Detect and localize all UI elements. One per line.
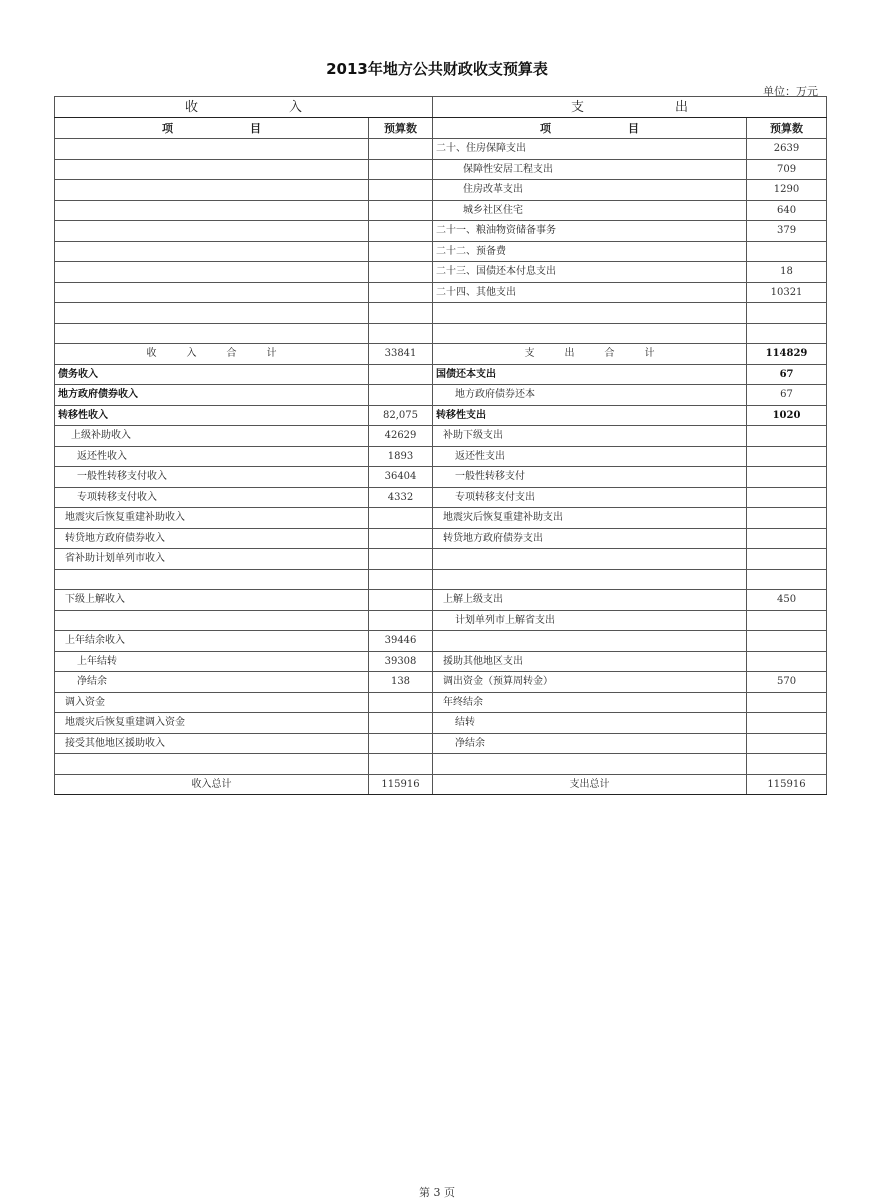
income-budget-cell bbox=[369, 590, 433, 611]
expense-budget-cell bbox=[747, 754, 827, 775]
income-budget-cell bbox=[369, 610, 433, 631]
table-row bbox=[55, 610, 827, 631]
income-budget-cell bbox=[369, 200, 433, 221]
expense-item-header: 项 目 bbox=[433, 118, 747, 139]
table-row bbox=[55, 528, 827, 549]
income-item-cell: 地方政府债券收入 bbox=[55, 385, 369, 406]
income-budget-cell bbox=[369, 282, 433, 303]
expense-item-cell: 二十、住房保障支出 bbox=[433, 139, 747, 160]
income-item-cell: 转贷地方政府债券收入 bbox=[55, 528, 369, 549]
table-row bbox=[55, 200, 827, 221]
expense-budget-cell: 67 bbox=[747, 364, 827, 385]
income-item-cell: 下级上解收入 bbox=[55, 590, 369, 611]
income-item-cell: 净结余 bbox=[55, 672, 369, 693]
table-row bbox=[55, 446, 827, 467]
expense-budget-cell bbox=[747, 426, 827, 447]
table-row bbox=[55, 672, 827, 693]
income-budget-cell bbox=[369, 364, 433, 385]
expense-item-cell: 转贷地方政府债券支出 bbox=[433, 528, 747, 549]
expense-budget-header: 预算数 bbox=[747, 118, 827, 139]
expense-item-cell: 补助下级支出 bbox=[433, 426, 747, 447]
income-item-cell: 专项转移支付收入 bbox=[55, 487, 369, 508]
expense-item-cell: 二十四、其他支出 bbox=[433, 282, 747, 303]
page-number: 第 3 页 bbox=[419, 1186, 455, 1199]
header-row-sections bbox=[55, 97, 827, 118]
header-row-columns bbox=[55, 118, 827, 139]
table-row bbox=[55, 426, 827, 447]
table-row bbox=[55, 344, 827, 365]
income-item-cell bbox=[55, 241, 369, 262]
income-item-cell: 调入资金 bbox=[55, 692, 369, 713]
budget-table bbox=[54, 96, 827, 795]
expense-item-cell bbox=[433, 303, 747, 324]
expense-budget-cell: 67 bbox=[747, 385, 827, 406]
table-row bbox=[55, 733, 827, 754]
table-row bbox=[55, 631, 827, 652]
table-row bbox=[55, 590, 827, 611]
income-item-cell bbox=[55, 200, 369, 221]
income-budget-cell: 115916 bbox=[369, 774, 433, 794]
table-row bbox=[55, 405, 827, 426]
expense-budget-cell bbox=[747, 651, 827, 672]
income-budget-cell bbox=[369, 221, 433, 242]
income-item-cell: 转移性收入 bbox=[55, 405, 369, 426]
income-budget-cell: 42629 bbox=[369, 426, 433, 447]
expense-budget-cell bbox=[747, 569, 827, 590]
table-row bbox=[55, 385, 827, 406]
expense-item-cell: 城乡社区住宅 bbox=[433, 200, 747, 221]
income-item-cell bbox=[55, 569, 369, 590]
page-title: 2013年地方公共财政收支预算表 bbox=[326, 60, 548, 78]
expense-budget-cell bbox=[747, 303, 827, 324]
table-row bbox=[55, 569, 827, 590]
table-row bbox=[55, 651, 827, 672]
expense-item-cell: 支出总计 bbox=[433, 774, 747, 794]
expense-item-cell bbox=[433, 754, 747, 775]
table-row bbox=[55, 159, 827, 180]
income-item-cell: 债务收入 bbox=[55, 364, 369, 385]
expense-item-cell bbox=[433, 549, 747, 570]
income-budget-cell: 39446 bbox=[369, 631, 433, 652]
income-item-cell: 接受其他地区援助收入 bbox=[55, 733, 369, 754]
income-budget-cell bbox=[369, 508, 433, 529]
expense-item-cell: 二十三、国债还本付息支出 bbox=[433, 262, 747, 283]
income-budget-cell: 1893 bbox=[369, 446, 433, 467]
income-item-cell bbox=[55, 139, 369, 160]
expense-budget-cell bbox=[747, 713, 827, 734]
expense-budget-cell: 115916 bbox=[747, 774, 827, 794]
income-budget-cell: 39308 bbox=[369, 651, 433, 672]
income-budget-cell: 4332 bbox=[369, 487, 433, 508]
income-budget-cell: 33841 bbox=[369, 344, 433, 365]
income-budget-cell bbox=[369, 692, 433, 713]
table-row bbox=[55, 774, 827, 794]
income-item-cell: 地震灾后恢复重建补助收入 bbox=[55, 508, 369, 529]
expense-item-cell: 净结余 bbox=[433, 733, 747, 754]
table-row bbox=[55, 241, 827, 262]
income-budget-cell bbox=[369, 241, 433, 262]
expense-item-cell: 返还性支出 bbox=[433, 446, 747, 467]
expense-item-cell: 一般性转移支付 bbox=[433, 467, 747, 488]
income-section-header: 收 入 bbox=[55, 97, 433, 118]
income-budget-cell bbox=[369, 323, 433, 344]
income-item-header: 项 目 bbox=[55, 118, 369, 139]
expense-budget-cell bbox=[747, 446, 827, 467]
expense-item-cell: 结转 bbox=[433, 713, 747, 734]
income-item-cell bbox=[55, 282, 369, 303]
expense-item-cell: 国债还本支出 bbox=[433, 364, 747, 385]
expense-item-cell bbox=[433, 323, 747, 344]
table-row bbox=[55, 139, 827, 160]
expense-item-cell: 地震灾后恢复重建补助支出 bbox=[433, 508, 747, 529]
income-item-cell: 收入总计 bbox=[55, 774, 369, 794]
expense-item-cell: 计划单列市上解省支出 bbox=[433, 610, 747, 631]
expense-budget-cell: 570 bbox=[747, 672, 827, 693]
table-row bbox=[55, 467, 827, 488]
unit-label: 单位：万元 bbox=[763, 85, 818, 98]
expense-item-cell: 专项转移支付支出 bbox=[433, 487, 747, 508]
income-item-cell: 上年结余收入 bbox=[55, 631, 369, 652]
expense-budget-cell: 114829 bbox=[747, 344, 827, 365]
expense-item-cell: 上解上级支出 bbox=[433, 590, 747, 611]
table-row bbox=[55, 303, 827, 324]
income-item-cell: 上级补助收入 bbox=[55, 426, 369, 447]
expense-item-cell bbox=[433, 631, 747, 652]
table-row bbox=[55, 323, 827, 344]
income-budget-cell bbox=[369, 713, 433, 734]
expense-item-cell: 二十二、预备费 bbox=[433, 241, 747, 262]
income-budget-cell: 82,075 bbox=[369, 405, 433, 426]
expense-item-cell: 年终结余 bbox=[433, 692, 747, 713]
income-budget-cell bbox=[369, 733, 433, 754]
income-budget-cell bbox=[369, 754, 433, 775]
expense-budget-cell bbox=[747, 508, 827, 529]
income-item-cell: 上年结转 bbox=[55, 651, 369, 672]
table-row bbox=[55, 221, 827, 242]
income-item-cell bbox=[55, 610, 369, 631]
income-budget-cell bbox=[369, 303, 433, 324]
expense-item-cell bbox=[433, 569, 747, 590]
income-budget-cell bbox=[369, 139, 433, 160]
income-item-cell bbox=[55, 262, 369, 283]
income-item-cell bbox=[55, 754, 369, 775]
table-row bbox=[55, 364, 827, 385]
expense-budget-cell bbox=[747, 692, 827, 713]
table-row bbox=[55, 508, 827, 529]
table-row bbox=[55, 262, 827, 283]
expense-item-cell: 地方政府债券还本 bbox=[433, 385, 747, 406]
table-row bbox=[55, 487, 827, 508]
expense-budget-cell bbox=[747, 487, 827, 508]
expense-budget-cell bbox=[747, 467, 827, 488]
income-budget-cell bbox=[369, 180, 433, 201]
income-budget-cell bbox=[369, 262, 433, 283]
income-item-cell bbox=[55, 180, 369, 201]
expense-budget-cell: 18 bbox=[747, 262, 827, 283]
expense-budget-cell: 450 bbox=[747, 590, 827, 611]
expense-item-cell: 援助其他地区支出 bbox=[433, 651, 747, 672]
income-budget-cell bbox=[369, 385, 433, 406]
expense-item-cell: 支 出 合 计 bbox=[433, 344, 747, 365]
income-budget-header: 预算数 bbox=[369, 118, 433, 139]
expense-section-header: 支 出 bbox=[433, 97, 827, 118]
income-item-cell: 收 入 合 计 bbox=[55, 344, 369, 365]
expense-budget-cell bbox=[747, 631, 827, 652]
table-row bbox=[55, 692, 827, 713]
expense-budget-cell bbox=[747, 528, 827, 549]
income-budget-cell: 36404 bbox=[369, 467, 433, 488]
table-row bbox=[55, 549, 827, 570]
expense-budget-cell: 1020 bbox=[747, 405, 827, 426]
expense-budget-cell: 2639 bbox=[747, 139, 827, 160]
expense-budget-cell: 709 bbox=[747, 159, 827, 180]
income-item-cell: 省补助计划单列市收入 bbox=[55, 549, 369, 570]
table-row bbox=[55, 282, 827, 303]
expense-item-cell: 住房改革支出 bbox=[433, 180, 747, 201]
income-item-cell bbox=[55, 159, 369, 180]
expense-budget-cell: 10321 bbox=[747, 282, 827, 303]
table-row bbox=[55, 180, 827, 201]
expense-item-cell: 保障性安居工程支出 bbox=[433, 159, 747, 180]
expense-budget-cell bbox=[747, 241, 827, 262]
income-budget-cell bbox=[369, 159, 433, 180]
expense-item-cell: 二十一、粮油物资储备事务 bbox=[433, 221, 747, 242]
expense-item-cell: 调出资金（预算周转金） bbox=[433, 672, 747, 693]
expense-budget-cell bbox=[747, 549, 827, 570]
table-row bbox=[55, 754, 827, 775]
income-budget-cell bbox=[369, 569, 433, 590]
expense-budget-cell: 1290 bbox=[747, 180, 827, 201]
table-row bbox=[55, 713, 827, 734]
income-budget-cell bbox=[369, 528, 433, 549]
expense-item-cell: 转移性支出 bbox=[433, 405, 747, 426]
income-item-cell: 一般性转移支付收入 bbox=[55, 467, 369, 488]
income-budget-cell: 138 bbox=[369, 672, 433, 693]
expense-budget-cell: 379 bbox=[747, 221, 827, 242]
expense-budget-cell bbox=[747, 610, 827, 631]
expense-budget-cell bbox=[747, 733, 827, 754]
income-item-cell bbox=[55, 221, 369, 242]
expense-budget-cell: 640 bbox=[747, 200, 827, 221]
income-item-cell bbox=[55, 323, 369, 344]
expense-budget-cell bbox=[747, 323, 827, 344]
income-budget-cell bbox=[369, 549, 433, 570]
income-item-cell: 返还性收入 bbox=[55, 446, 369, 467]
income-item-cell bbox=[55, 303, 369, 324]
income-item-cell: 地震灾后恢复重建调入资金 bbox=[55, 713, 369, 734]
